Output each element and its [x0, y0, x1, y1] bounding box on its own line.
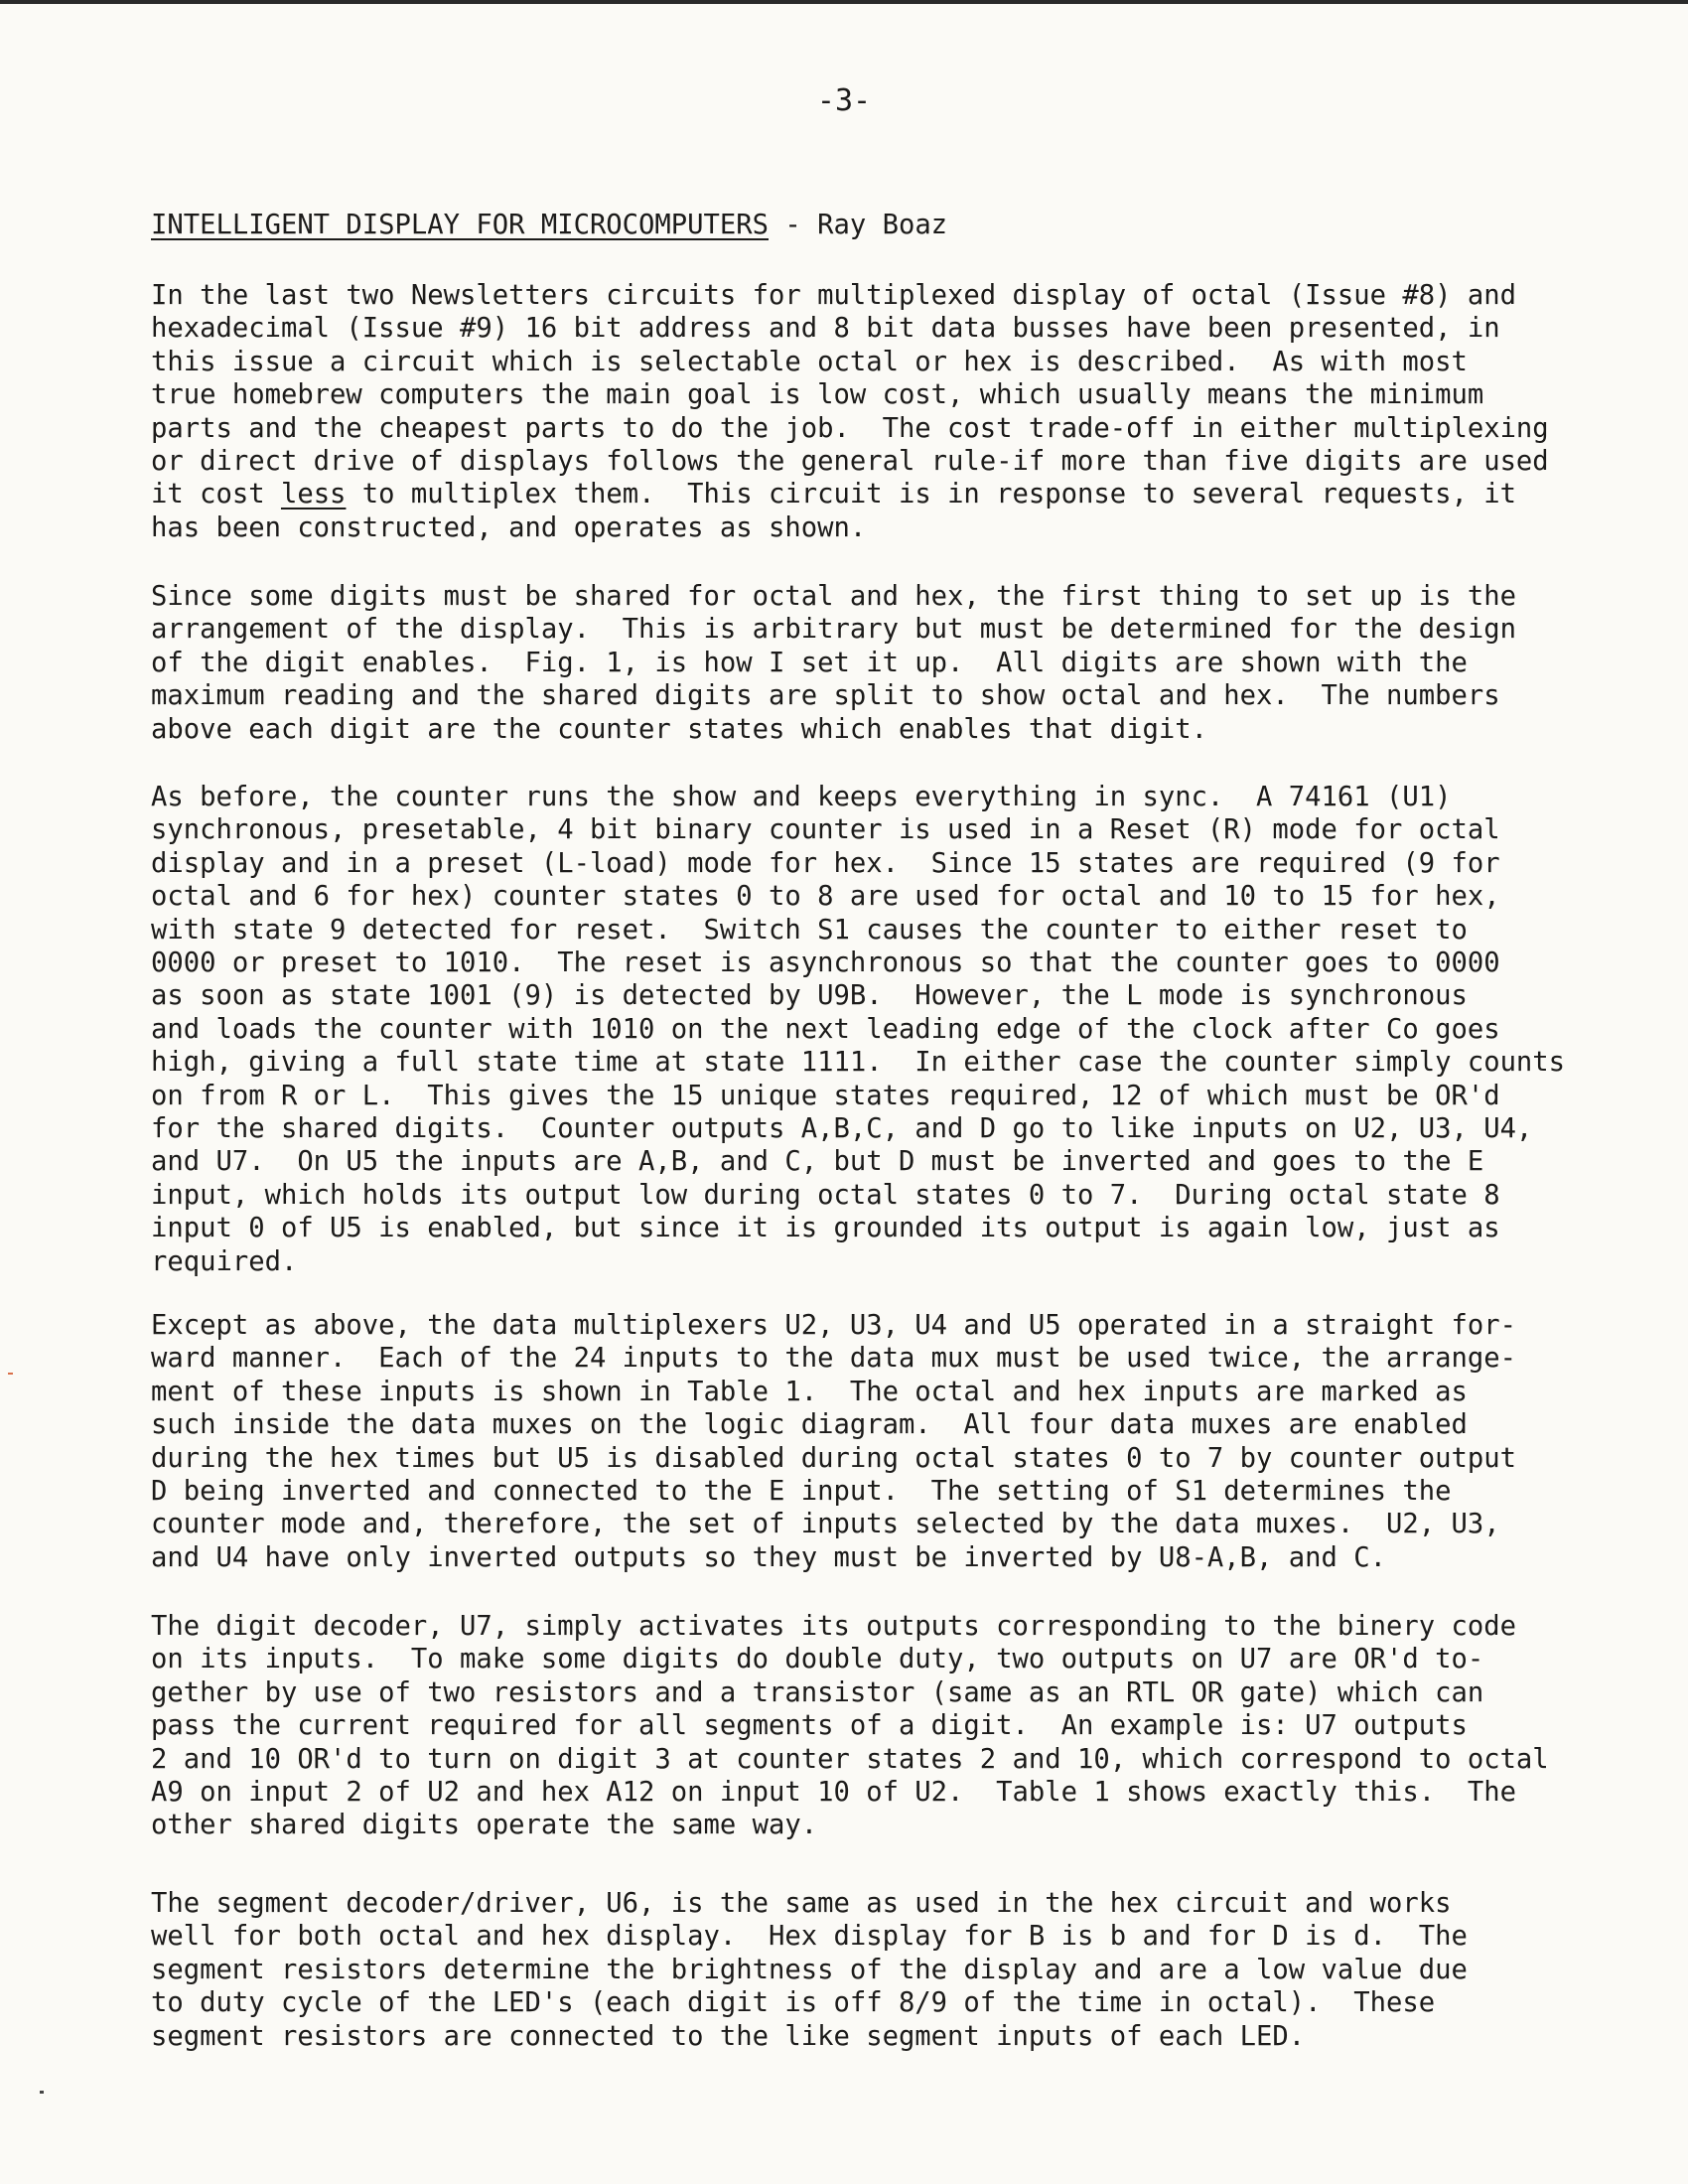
text-line: 2 and 10 OR'd to turn on digit 3 at counter states 2 and 10, which correspond to octal [151, 1743, 1549, 1775]
title-separator: - [769, 210, 818, 240]
text-line: input 0 of U5 is enabled, but since it is grounded its output is again low, just as [151, 1213, 1500, 1244]
text-line: true homebrew computers the main goal is low cost, which usually means the minimum [151, 379, 1484, 411]
text-line: this issue a circuit which is selectable octal or hex is described. As with most [151, 346, 1468, 377]
article-author: Ray Boaz [817, 210, 948, 240]
text-line: well for both octal and hex display. Hex display for B is b and for D is d. The [151, 1921, 1468, 1953]
text-line: ward manner. Each of the 24 inputs to the data mux must be used twice, the arrange- [151, 1343, 1516, 1375]
text-line: counter mode and, therefore, the set of inputs selected by the data muxes. U2, U3, [151, 1509, 1500, 1540]
text-line: Except as above, the data multiplexers U2, U3, U4 and U5 operated in a straight for- [151, 1310, 1516, 1341]
text-line: on its inputs. To make some digits do double duty, two outputs on U7 are OR'd to- [151, 1644, 1484, 1675]
text-line: ment of these inputs is shown in Table 1. The octal and hex inputs are marked as [151, 1376, 1468, 1407]
paragraph-digit-decoder [151, 1610, 1591, 1842]
text-line: high, giving a full state time at state 1111. In either case the counter simply counts [151, 1047, 1566, 1079]
text-line: as soon as state 1001 (9) is detected by U9B. However, the L mode is synchronous [151, 980, 1468, 1012]
text-line: on from R or L. This gives the 15 unique states required, 12 of which must be OR'd [151, 1080, 1500, 1111]
text-line: or direct drive of displays follows the general rule-if more than five digits are used [151, 446, 1549, 478]
text-line: segment resistors are connected to the like segment inputs of each LED. [151, 2020, 1306, 2052]
text-line: to duty cycle of the LED's (each digit is off 8/9 of the time in octal). These [151, 1987, 1436, 2019]
text-line: The segment decoder/driver, U6, is the same as used in the hex circuit and works [151, 1888, 1452, 1919]
article-title: INTELLIGENT DISPLAY FOR MICROCOMPUTERS [151, 210, 769, 240]
text-line: parts and the cheapest parts to do the job. The cost trade-off in either multiplexing [151, 412, 1549, 444]
text-line: Since some digits must be shared for octal and hex, the first thing to set up is the [151, 581, 1516, 612]
text-line: for the shared digits. Counter outputs A,B,C, and D go to like inputs on U2, U3, U4, [151, 1113, 1533, 1145]
paragraph-segment-decoder [151, 1887, 1591, 2053]
paragraph-display-arrangement [151, 580, 1591, 746]
scan-speck [8, 1373, 13, 1375]
text-line: it cost less to multiplex them. This circuit is in response to several requests, it [151, 479, 1516, 510]
text-line: 0000 or preset to 1010. The reset is asynchronous so that the counter goes to 0000 [151, 947, 1500, 979]
text-line: required. [151, 1245, 298, 1277]
text-line: The digit decoder, U7, simply activates its outputs corresponding to the binery code [151, 1611, 1516, 1642]
page-number: -3- [816, 83, 872, 118]
text-line: In the last two Newsletters circuits for multiplexed display of octal (Issue #8) and [151, 280, 1516, 311]
text-line: pass the current required for all segments of a digit. An example is: U7 outputs [151, 1710, 1468, 1742]
text-line: synchronous, presetable, 4 bit binary counter is used in a Reset (R) mode for octal [151, 814, 1500, 846]
scan-edge [0, 0, 1688, 4]
text-line: such inside the data muxes on the logic diagram. All four data muxes are enabled [151, 1409, 1468, 1441]
text-line: display and in a preset (L-load) mode for hex. Since 15 states are required (9 for [151, 847, 1500, 879]
paragraph-intro [151, 279, 1591, 544]
text-line: above each digit are the counter states which enables that digit. [151, 713, 1207, 745]
paragraph-counter [151, 781, 1591, 1278]
scan-speck [40, 2091, 44, 2094]
text-line: with state 9 detected for reset. Switch S1 causes the counter to either reset to [151, 914, 1468, 946]
text-line: other shared digits operate the same way. [151, 1810, 818, 1841]
paragraph-data-multiplexers [151, 1309, 1591, 1574]
text-line: and U4 have only inverted outputs so they must be inverted by U8-A,B, and C. [151, 1541, 1386, 1573]
text-line: hexadecimal (Issue #9) 16 bit address and 8 bit data busses have been presented, in [151, 313, 1500, 345]
text-line: during the hex times but U5 is disabled during octal states 0 to 7 by counter output [151, 1442, 1516, 1474]
text-line: of the digit enables. Fig. 1, is how I set it up. All digits are shown with the [151, 647, 1468, 678]
text-line: has been constructed, and operates as shown. [151, 511, 867, 543]
text-line: D being inverted and connected to the E input. The setting of S1 determines the [151, 1476, 1452, 1508]
text-line: octal and 6 for hex) counter states 0 to 8 are used for octal and 10 to 15 for hex, [151, 881, 1500, 913]
text-line: A9 on input 2 of U2 and hex A12 on input 10 of U2. Table 1 shows exactly this. The [151, 1777, 1516, 1809]
text-line: maximum reading and the shared digits are split to show octal and hex. The numbers [151, 680, 1500, 712]
emphasized-word: less [280, 479, 347, 510]
text-line: arrangement of the display. This is arbitrary but must be determined for the design [151, 614, 1516, 646]
text-line: and loads the counter with 1010 on the next leading edge of the clock after Co goes [151, 1013, 1500, 1045]
text-line: and U7. On U5 the inputs are A,B, and C, but D must be inverted and goes to the E [151, 1146, 1484, 1178]
text-line: gether by use of two resistors and a transistor (same as an RTL OR gate) which can [151, 1676, 1484, 1708]
text-line: segment resistors determine the brightness of the display and are a low value due [151, 1954, 1468, 1985]
text-line: input, which holds its output low during octal states 0 to 7. During octal state 8 [151, 1179, 1500, 1211]
text-line: As before, the counter runs the show and keeps everything in sync. A 74161 (U1) [151, 782, 1452, 812]
article-title-line [151, 209, 947, 241]
